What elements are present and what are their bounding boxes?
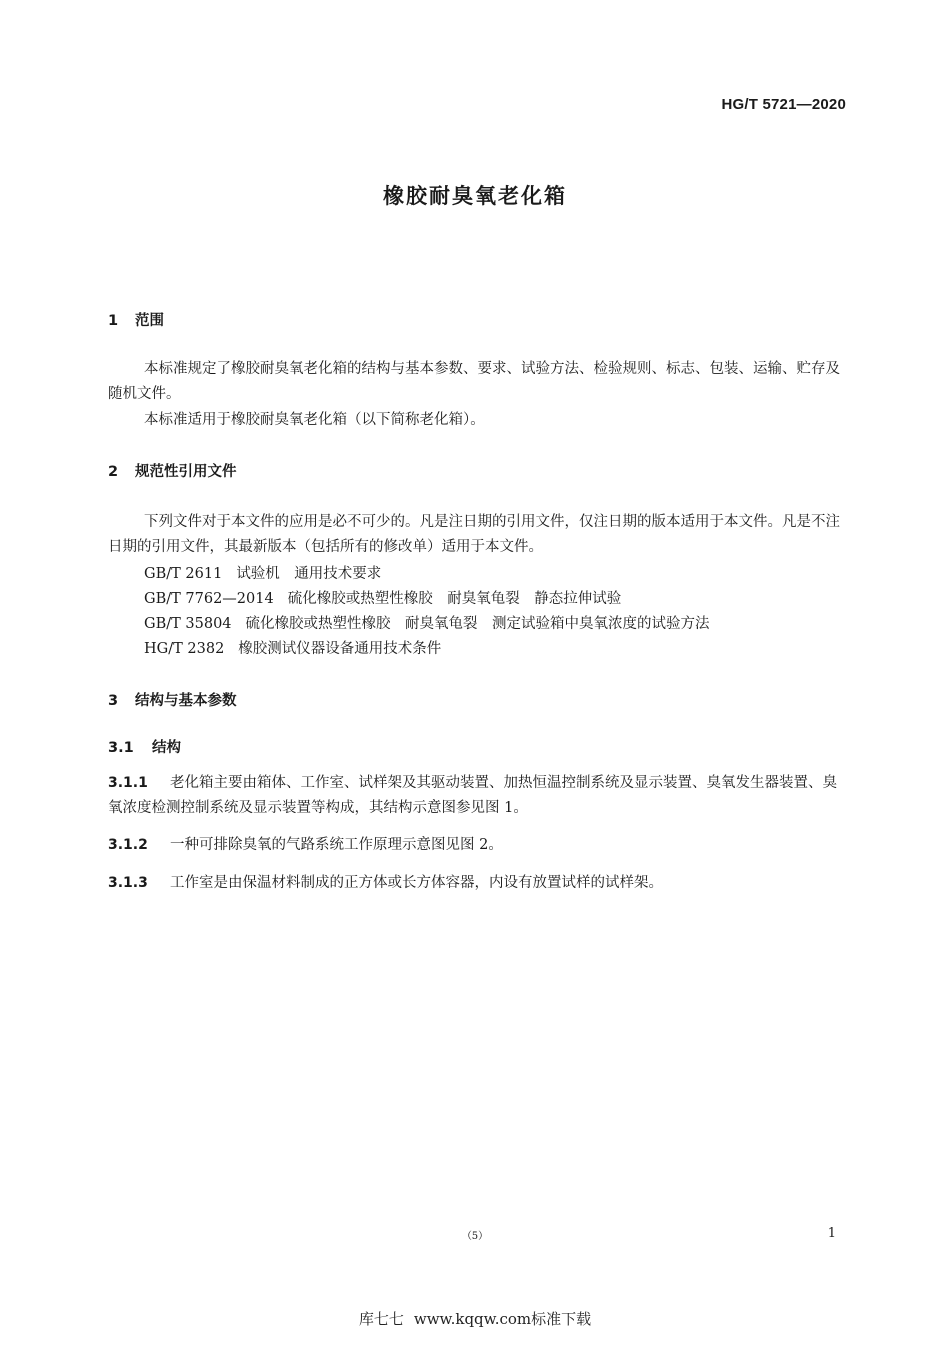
- section-3-heading: [108, 689, 237, 710]
- clause-number: 3.1.2: [108, 837, 148, 853]
- reference-code: HG/T 2382: [144, 641, 225, 657]
- section-number: 1: [108, 313, 119, 329]
- reference-title: 橡胶测试仪器设备通用技术条件: [238, 641, 442, 657]
- clause-3-1-1: [108, 771, 848, 821]
- reference-item: [144, 612, 710, 633]
- section-number: 3: [108, 693, 119, 709]
- reference-title: 硫化橡胶或热塑性橡胶 耐臭氧龟裂 静态拉伸试验: [287, 591, 622, 607]
- clause-number: 3.1.1: [108, 775, 148, 791]
- section-title: 范围: [135, 313, 164, 329]
- document-title: 橡胶耐臭氧老化箱: [383, 184, 567, 208]
- reference-code: GB/T 35804: [144, 616, 232, 632]
- reference-item: [144, 637, 441, 658]
- subsection-title: 结构: [152, 740, 181, 756]
- page-number: 1: [827, 1226, 836, 1241]
- clause-text: 一种可排除臭氧的气路系统工作原理示意图见图 2。: [170, 837, 503, 853]
- reference-item: [144, 562, 381, 583]
- clause-text: 老化箱主要由箱体、工作室、试样架及其驱动装置、加热恒温控制系统及显示装置、臭氧发生器装置、臭氧浓度检测控制系统及显示装置等构成，其结构示意图参见图 1。: [108, 775, 837, 816]
- section-2-intro: 下列文件对于本文件的应用是必不可少的。凡是注日期的引用文件，仅注日期的版本适用于本文件。凡是不注日期的引用文件，其最新版本（包括所有的修改单）适用于本文件。: [108, 514, 840, 555]
- section-number: 2: [108, 464, 119, 480]
- subsection-3-1-heading: [108, 736, 181, 757]
- reference-code: GB/T 2611: [144, 566, 223, 582]
- download-source-line: [0, 1308, 950, 1329]
- section-title: 规范性引用文件: [135, 464, 237, 480]
- clause-3-1-2: [108, 833, 848, 858]
- reference-title: 硫化橡胶或热塑性橡胶 耐臭氧龟裂 测定试验箱中臭氧浓度的试验方法: [245, 616, 710, 632]
- section-1-heading: [108, 309, 164, 330]
- section-2-heading: [108, 460, 237, 481]
- section-1-paragraph-2: 本标准适用于橡胶耐臭氧老化箱（以下简称老化箱）。: [144, 412, 485, 428]
- reference-code: GB/T 7762—2014: [144, 591, 274, 607]
- section-1-paragraph-1: 本标准规定了橡胶耐臭氧老化箱的结构与基本参数、要求、试验方法、检验规则、标志、包装、运输、贮存及随机文件。: [108, 361, 840, 402]
- clause-text: 工作室是由保温材料制成的正方体或长方体容器，内设有放置试样的试样架。: [170, 875, 663, 891]
- clause-number: 3.1.3: [108, 875, 148, 891]
- clause-3-1-3: [108, 871, 848, 896]
- section-title: 结构与基本参数: [135, 693, 237, 709]
- watermark-site: 库七七: [358, 1310, 404, 1328]
- reference-item: [144, 587, 621, 608]
- standard-code: HG/T 5721—2020: [721, 96, 846, 113]
- footer-sheet-number: （5）: [461, 1231, 489, 1242]
- reference-title: 试验机 通用技术要求: [236, 566, 382, 582]
- subsection-number: 3.1: [108, 740, 134, 756]
- watermark-url[interactable]: www.kqqw.com标准下载: [413, 1310, 592, 1328]
